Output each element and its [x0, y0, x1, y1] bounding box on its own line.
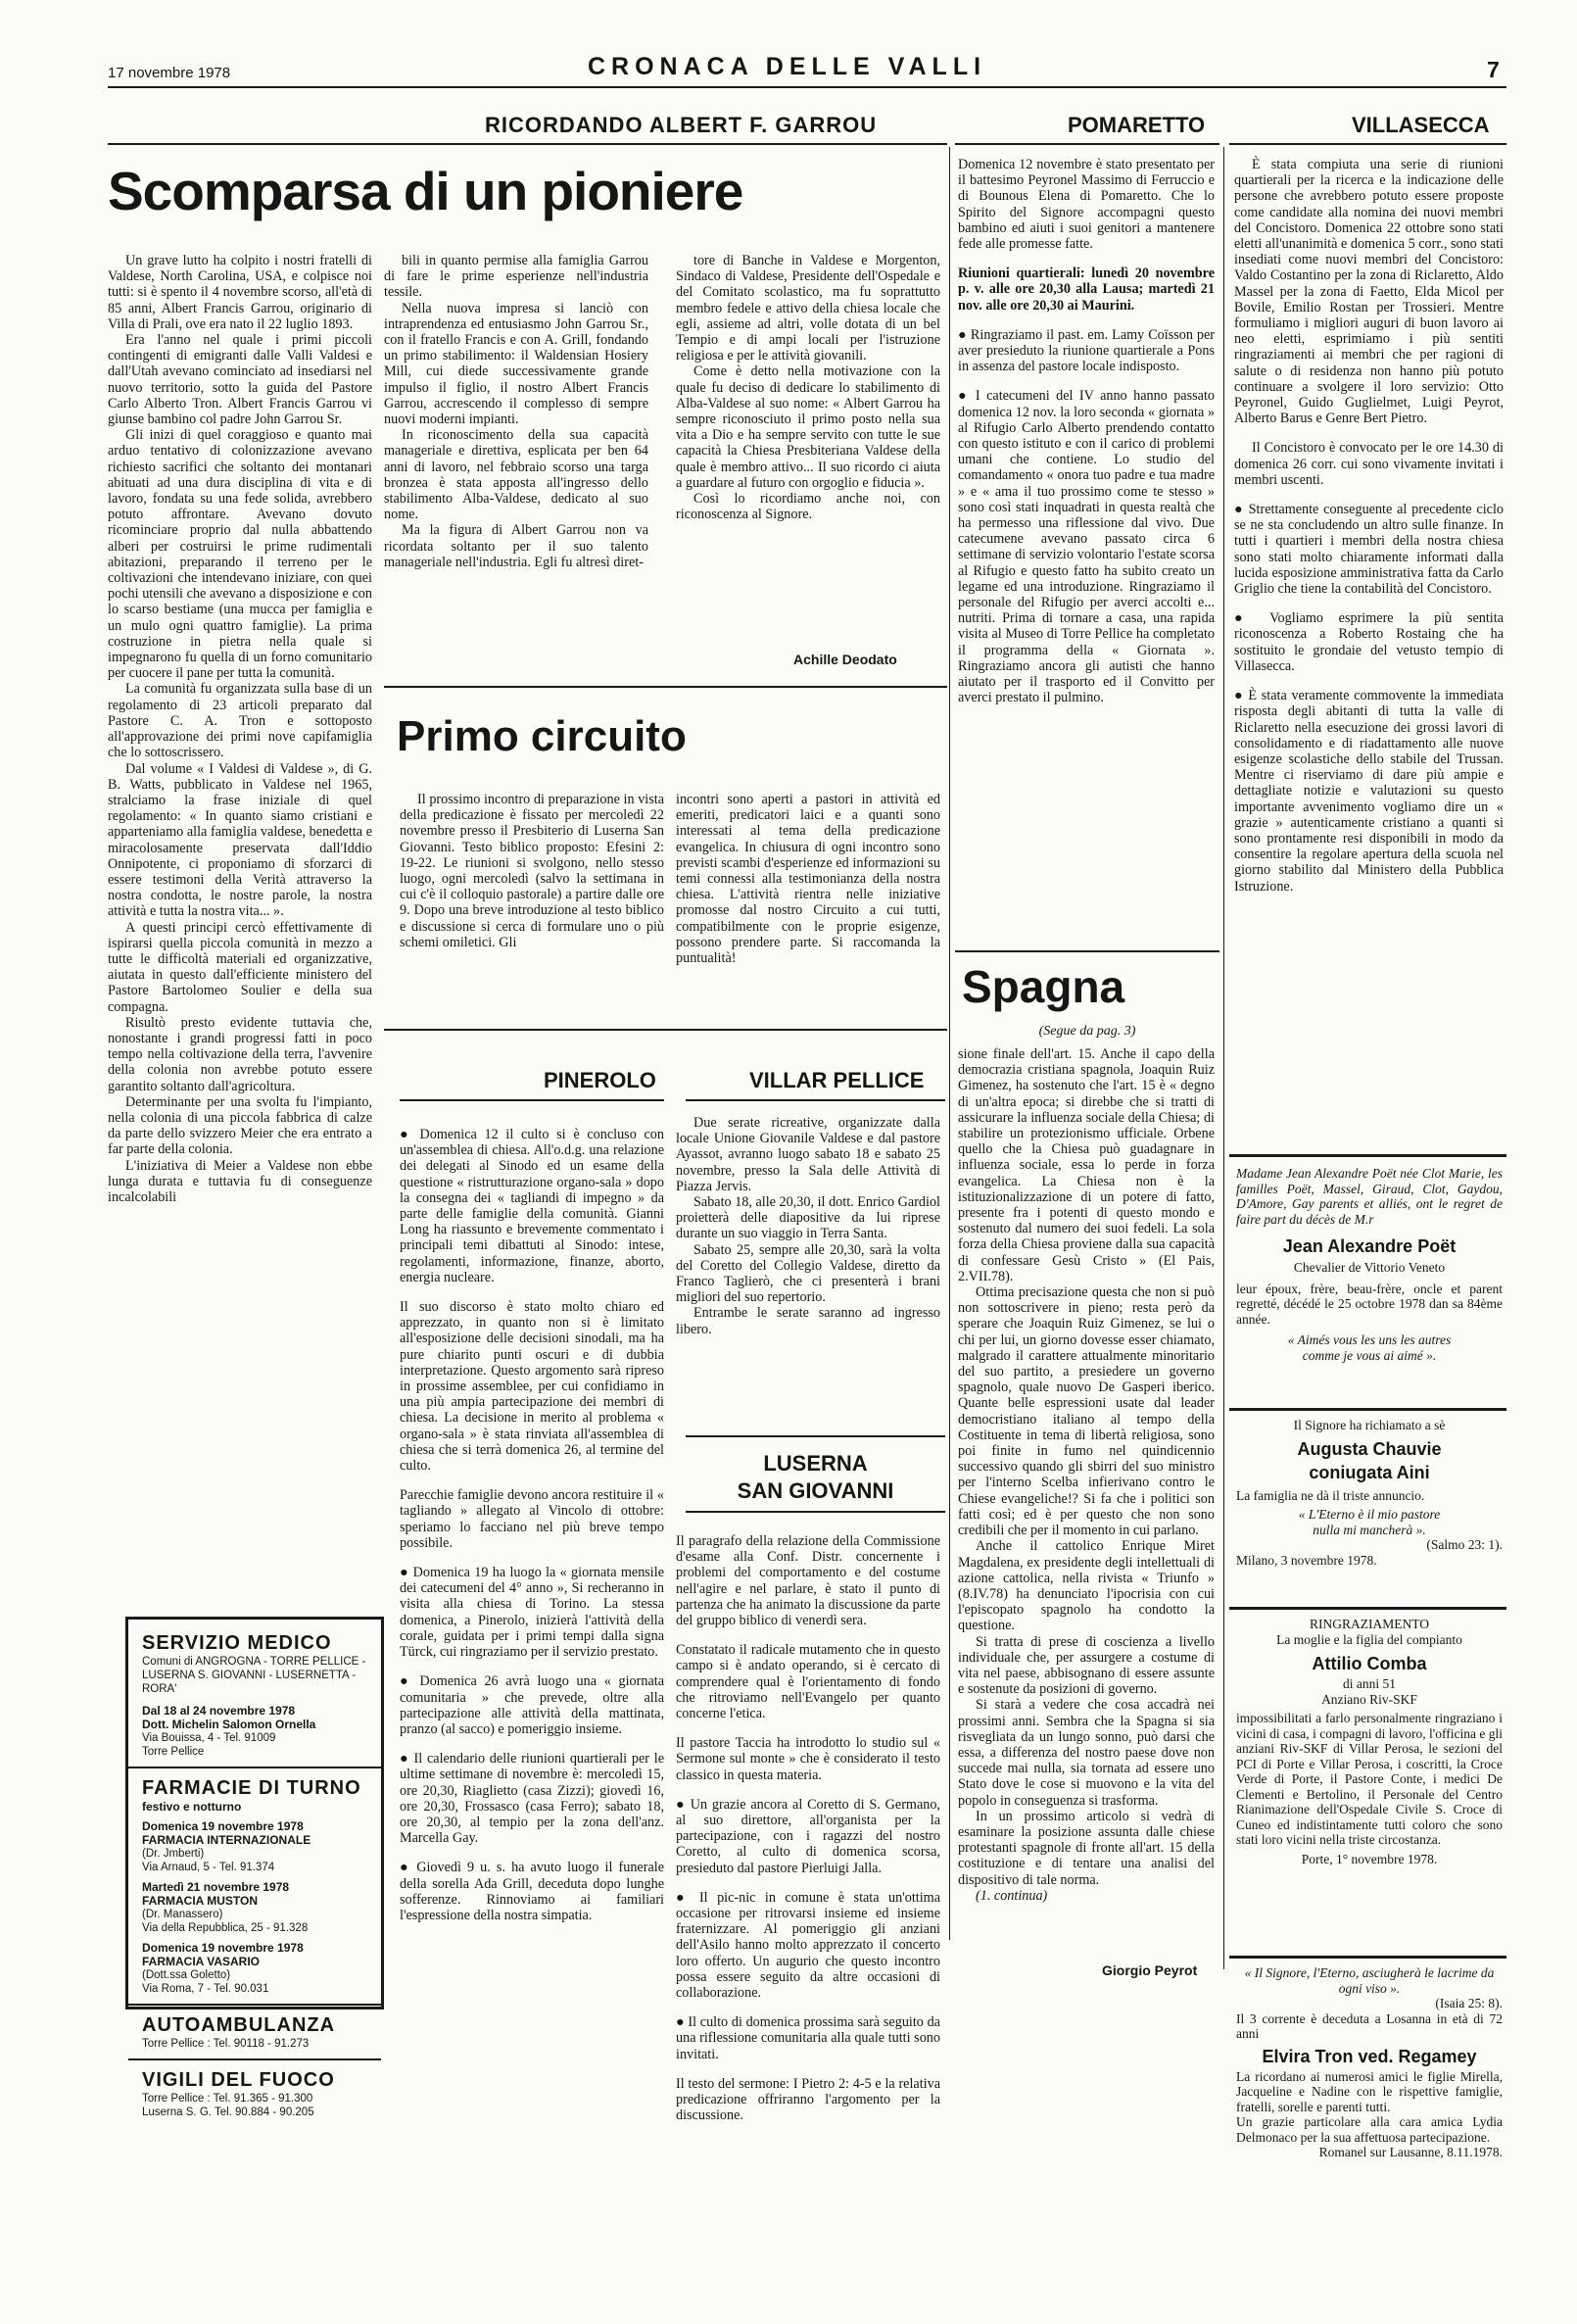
farmacie-sub: festivo e notturno	[142, 1800, 242, 1814]
farmacia-3-address: Via Roma, 7 - Tel. 90.031	[142, 1983, 269, 1995]
section-luserna: LUSERNA SAN GIOVANNI	[737, 1451, 894, 1503]
spagna-body: sione finale dell'art. 15. Anche il capo della democrazia cristiana spagnola, Joaquin Ruiz Gimenez, ha sostenuto che l'art. 15 è « degno di un'altra epoca; si direbbe che si tratti di assicurare la influenza sociale della Chiesa; di stabilire un protezionismo ufficiale. Orbene quello che la Chiesa può guadagnare in influenza sociale, essa lo perde in forza evangelica. La Chiesa non è la istituzionalizzazione di un potere di fatto, presente fra i potenti di questo mondo e sostenuto dal numero dei suoi fedeli. La sola forza della Chiesa proviene dalla sua capacità di confessare Gesù Cristo » (El Pais, 2.VII.78). Ottima precisazione questa che non si può non sottoscrivere in pieno; resta però da sperare che Joaquin Ruiz Gimenez, se lui o chi per lui, un giorno dovesse esser chiamato, malgrado il carattere attualmente minoritario del suo partito, a presiedere un governo spagnolo, quale nuovo De Gasperi iberico. Quante belle espressioni usate dal leader democristiano italiano al tempo della Costituente in tema di libertà religiosa, sono poi finite in fumo nel quindicennio successivo quando gli sbirri del suo ministro per l'interno Scelba infierivano contro le Chiese evangeliche!? Si fa che i politici son fatti così; ed è per questo che non sono credibili che per il momento in cui parlano. Anche il cattolico Enrique Miret Magdalena, ex presidente degli intellettuali di azione cattolica, nella rivista « Triunfo » (8.IV.78) ha denunciato l'ipocrisia con cui l'episcopato spagnolo ha condotto la questione. Si tratta di prese di coscienza a livello individuale che, per assurgere a costume di vita nel paese, abbisognano di essere assunte e sostenute da posizioni di governo. Si starà a vedere che cosa accadrà nei prossimi anni. Sembra che la Spagna si sia risvegliata da un lungo sonno, può darsi che essa, a differenza del nostro paese dove non succede mai nulla, sia tornata ad essere uno Stato dove le cose si muovono e la vita del popolo in conseguenza si trasforma. In un prossimo articolo si vedrà di esaminare la posizione assunta dalle chiese protestanti spagnole di fronte all'art. 15 della costituzione e di tentare una analisi del dispositivo di tale norma. (1. continua)	[958, 1046, 1215, 1904]
notice-poet: Madame Jean Alexandre Poët née Clot Marie, les familles Poët, Massel, Giraud, Clot, Gaydou, D'Amore, Gay parents et alliés, ont le regret de faire part du décès de M.r Jean Alexandre Poët Chevalier de Vittorio Veneto leur époux, frère, beau-frère, oncle et parent regretté, décédé le 25 octobre 1978 dan sa 84ème année. « Aimés vous les uns les autres comme je vous ai aimé ».	[1236, 1166, 1503, 1363]
medico-dates: Dal 18 al 24 novembre 1978	[142, 1704, 296, 1718]
ambulanza-title: AUTOAMBULANZA	[142, 2014, 336, 2036]
section-pinerolo: PINEROLO	[544, 1068, 656, 1092]
farmacia-2-date: Martedì 21 novembre 1978	[142, 1880, 290, 1894]
issue-date: 17 novembre 1978	[108, 65, 231, 81]
circuito-col2: incontri sono aperti a pastori in attività ed emeriti, predicatori laici e a quanti sono interessati al tema della predicazione evangelica. In chiusura di ogni incontro sono previsti scambi d'esperienze ed informazioni su temi connessi alla testimonianza della nostra chiesa. L'attività rientra nelle iniziative promosse dal nostro Circuito a cui tutti, compatibilmente con le proprie esigenze, possono prendere parte. Si raccomanda la puntualità!	[676, 792, 940, 967]
article-title-spagna: Spagna	[962, 961, 1125, 1012]
farmacia-3-date: Domenica 19 novembre 1978	[142, 1941, 304, 1955]
services-box	[125, 1617, 384, 2118]
notice-poet-name: Jean Alexandre Poët	[1282, 1236, 1457, 1256]
farmacia-3-name: FARMACIA VASARIO	[142, 1955, 260, 1968]
luserna-body: Il paragrafo della relazione della Commissione d'esame alla Conf. Distr. concernente i problemi del comportamento e del costume nell'agire e nel parlare, è stato il punto di partenza che ha animato la discussione da parte del gruppo biblico di venerdì sera. Constatato il radicale mutamento che in questo campo si è andato operando, si è cercato di comprendere qual è l'orientamento di fondo che ritroviamo nell'Evangelo per quanto concerne l'etica. Il pastore Taccia ha introdotto lo studio sul « Sermone sul monte » che è considerato il testo classico in questa materia. ● Un grazie ancora al Coretto di S. Germano, al suo direttore, all'organista per la partecipazione, con i ragazzi del nostro Coretto, al culto di domenica scorsa, presieduto dal pastore Pierluigi Jalla. ● Il pic-nic in comune è stata un'ottima occasione per ritrovarsi insieme ed insieme fraternizzare. Al pomeriggio gli anziani dell'Asilo hanno molto apprezzato il concerto loro offerto. Un augurio che questo incontro possa essere seguito da altre occasioni di collaborazione. ● Il culto di domenica prossima sarà seguito da una riflessione comunitaria alla quale tutti sono invitati. Il testo del sermone: I Pietro 2: 4-5 e la relativa predicazione offriranno l'argomento per la discussione.	[676, 1533, 941, 2124]
farmacia-1-address: Via Arnaud, 5 - Tel. 91.374	[142, 1862, 275, 1873]
article-title-circuito: Primo circuito	[397, 712, 687, 760]
farmacia-1-date: Domenica 19 novembre 1978	[142, 1819, 304, 1833]
signature-peyrot: Giorgio Peyrot	[1102, 1962, 1198, 1978]
vigili-phone-2: Luserna S. G. Tel. 90.884 - 90.205	[142, 2106, 314, 2118]
article-title-pioniere: Scomparsa di un pioniere	[108, 161, 743, 221]
vigili-phone-1: Torre Pellice : Tel. 91.365 - 91.300	[142, 2093, 313, 2105]
medico-doctor: Dott. Michelin Salomon Ornella	[142, 1718, 316, 1731]
pomaretto-body: Domenica 12 novembre è stato presentato per il battesimo Peyronel Massimo di Ferruccio e di Bounous Elena di Pomaretto. Che lo Spirito del Signore accompagni questo bambino ed aiuti i suoi genitori a mantenere fede alle promesse fatte. Riunioni quartierali: lunedì 20 novembre p. v. alle ore 20,30 alla Lausa; martedì 21 nov. alle ore 20,30 ai Maurini. ● Ringraziamo il past. em. Lamy Coïsson per aver presieduto la riunione quartierale a Pons in assenza del pastore locale indisposto. ● I catecumeni del IV anno hanno passato domenica 12 nov. la loro seconda « giornata » al Rifugio Carlo Alberto prendendo contatto con questo istituto e con il carico di problemi umani che contiene. Lo studio del comandamento « onora tuo padre e tua madre » e « ama il tuo prossimo come te stesso » sono così stati inquadrati in questa realtà che ha permesso una riflessione dal vivo. Due catecumene avevano passato circa 6 settimane di servizio volontario l'estate scorsa al Rifugio e questo fatto ha subito creato un legame ed una introduzione. Ringraziamo il personale del Rifugio per averci accolti e... nutriti. Prima di tornare a casa, una rapida visita al Museo di Torre Pellice ha completato il programma della « Giornata ». Ringraziamo ancora gli autisti che hanno aiutato per il trasporto ed il Convitto per averci prestato il pulmino.	[958, 157, 1215, 706]
ambulanza-phone: Torre Pellice : Tel. 90118 - 91.273	[142, 2038, 310, 2050]
signature-deodato: Achille Deodato	[793, 652, 897, 667]
medico-town: Torre Pellice	[142, 1746, 205, 1758]
medico-area: Comuni di ANGROGNA - TORRE PELLICE - LUSERNA S. GIOVANNI - LUSERNETTA - RORA'	[142, 1656, 366, 1695]
farmacia-2-name: FARMACIA MUSTON	[142, 1894, 258, 1908]
medico-address: Via Bouissa, 4 - Tel. 91009	[142, 1732, 276, 1744]
villasecca-body: È stata compiuta una serie di riunioni quartierali per la ricerca e la indicazione delle persone che avrebbero potuto essere proposte come candidate alla nomina dei nuovi membri del Concistoro. Domenica 22 ottobre sono stati eletti all'unanimità e domenica 5 corr., sono stati insediati come nuovi membri del Concistoro: Valdo Costantino per la zona di Riclaretto, Aldo Massel per la zona di Faetto, Elda Micol per Bovile, Emilio Rostan per Trossieri. Mentre formuliamo i migliori auguri di buon lavoro ai neo eletti, esprimiamo i più sentiti ringraziamenti ai membri che per ragioni di salute o di residenza non hanno più potuto continuare a svolgere il loro servizio: Otto Peyronel, Guido Guglielmet, Luigi Peyrot, Alberto Barus e Genre Bert Pietro. Il Concistoro è convocato per le ore 14.30 di domenica 26 corr. cui sono vivamente invitati i membri uscenti. ● Strettamente conseguente al precedente ciclo se ne sta concludendo un altro sulle finanze. In tutti i quartieri i membri della nostra chiesa sono stati molto chiaramente informati dalla lucida esposizione amministrativa fatta da Carlo Griglio che tiene la contabilità del Concistoro. ● Vogliamo esprimere la più sentita riconoscenza a Roberto Rostaing che ha sostituito le grondaie del vetusto tempio di Villasecca. ● È stata veramente commovente la immediata risposta degli abitanti di tutta la valle di Riclaretto nella esecuzione dei grossi lavori di consolidamento e di riadattamento alle nuove esigenze scolastiche dello stabile del Trussan. Mentre ci riserviamo di dare più ampie e dettagliate notizie e valutazioni su questo importante avvenimento vogliamo dire un « grazie » autenticamente cristiano a quanti si sono prontamente resi disponibili in modo da consentire la regolare apertura della scuola nel giorno stabilito dal Ministero della Pubblica Istruzione.	[1234, 157, 1504, 895]
newspaper-section-title: CRONACA DELLE VALLI	[588, 53, 987, 80]
pinerolo-body: ● Domenica 12 il culto si è concluso con un'assemblea di chiesa. All'o.d.g. una relazione dei delegati al Sinodo ed un esame della questione « ristrutturazione organo-sala » dopo la consegna dei « tagliandi di impegno » da parte delle famiglie della comunità. Gianni Long ha riassunto e brevemente commentato i principali temi dibattuti al Sinodo: intese, regolamenti, informazione, finanze, aborto, energia nucleare. Il suo discorso è stato molto chiaro ed apprezzato, in quanto non si è limitato all'esposizione delle decisioni sinodali, ma ha pure chiarito punti oscuri e di dubbia interpretazione. Questo argomento sarà ripreso in prossime assemblee, per cui confidiamo in una più ampia partecipazione dei membri di chiesa. La decisione in merito al problema « organo-sala » è stata rinviata all'assemblea di chiesa che si terrà domenica 26, al termine del culto. Parecchie famiglie devono ancora restituire il « tagliando » allegato al Vincolo di ottobre: speriamo lo facciano nel più breve tempo possibile. ● Domenica 19 ha luogo la « giornata mensile dei catecumeni del 4° anno », Si recheranno in visita alla chiesa di Torino. La stessa domenica, a Pinerolo, inizierà l'attività della corale, guidata per i primi tempi dalla signa Türck, cui ringraziamo per il servizio prestato. ● Domenica 26 avrà luogo una « giornata comunitaria » che prevede, oltre alla partecipazione alle attività della mattinata, pranzo (al sacco) e pomeriggio insieme. ● Il calendario delle riunioni quartierali per le ultime settimane di novembre è: mercoledì 15, ore 20,30, Riaglietto (casa Zizzi); giovedì 16, ore 20,30, Frossasco (casa Ferro); sabato 18, ore 20,30, al tempio per la zona dell'anz. Marcella Gay. ● Giovedì 9 u. s. ha avuto luogo il funerale della sorella Ada Grill, deceduta dopo lunghe sofferenze. Rinnoviamo ai familiari l'espressione della nostra simpatia.	[400, 1127, 664, 1923]
farmacia-1-doctor: (Dr. Jmberti)	[142, 1848, 205, 1860]
villar-body: Due serate ricreative, organizzate dalla locale Unione Giovanile Valdese e dal pastore Ayassot, avranno luogo sabato 18 e sabato 25 novembre, presso la Sala delle Attività di Piazza Jervis. Sabato 18, alle 20,30, il dott. Enrico Gardiol proietterà delle diapositive da lui riprese durante un suo viaggio in Terra Santa. Sabato 25, sempre alle 20,30, sarà la volta del Coretto del Collegio Valdese, diretto da Franco Taglierò, che ci presenterà i brani migliori del suo repertorio. Entrambe le serate saranno ad ingresso libero.	[676, 1115, 940, 1337]
notice-tron: « Il Signore, l'Eterno, asciugherà le lacrime da ogni viso ». (Isaia 25: 8). Il 3 corrente è deceduta a Losanna in età di 72 anni Elvira Tron ved. Regamey La ricordano ai numerosi amici le figlie Mirella, Jacqueline e Nadine con le rispettive famiglie, fratelli, sorelle e parenti tutti. Un grazie particolare alla cara amica Lydia Delmonaco per la sua affettuosa partecipazione. Romanel sur Lausanne, 8.11.1978.	[1236, 1965, 1503, 2159]
farmacia-2-address: Via della Repubblica, 25 - 91.328	[142, 1922, 309, 1934]
farmacia-2-doctor: (Dr. Manassero)	[142, 1909, 223, 1920]
pioniere-col2: bili in quanto permise alla famiglia Garrou di fare le prime esperienze nell'industria tessile. Nella nuova impresa si lanciò con intraprendenza ed entusiasmo John Garrou Sr., con il fratello Francis e con A. Grill, fondando un primo stabilimento: il Waldensian Hosiery Mill, cui diede successivamente grande impulso il figlio, il nostro Albert Francis Garrou, accrescendo il complesso di sempre nuovi moderni impianti. In riconoscimento della sua capacità manageriale e direttiva, esplicata per ben 64 anni di lavoro, nel febbraio scorso una targa bronzea è stata apposta all'ingresso dello stabilimento Alba-Valdese, dedicato al suo nome. Ma la figura di Albert Garrou non va ricordata soltanto per il suo talento manageriale nell'industria. Egli fu altresì diret-	[384, 253, 648, 570]
vigili-title: VIGILI DEL FUOCO	[142, 2069, 335, 2091]
spagna-subtitle: (Segue da pag. 3)	[1038, 1024, 1136, 1039]
notice-comba: RINGRAZIAMENTO La moglie e la figlia del compianto Attilio Comba di anni 51 Anziano Riv-SKF impossibilitati a farlo personalmente ringraziano i vicini di casa, i compagni di lavoro, l'officina e gli anziani Riv-SKF di Villar Perosa, le sezioni del PCI di Porte e Villar Perosa, i coscritti, la Croce Verde di Porte, il Pastore Conte, i medici De Clementi e Bertolino, il Personale del Centro Rianimazione dell'Ospedale Civile S. Croce di Cuneo ed indistintamente tutti coloro che sono stati loro vicini nella triste circostanza. Porte, 1° novembre 1978.	[1236, 1617, 1503, 1866]
notice-chauvie: Il Signore ha richiamato a sè Augusta Chauvie coniugata Aini La famiglia ne dà il triste annuncio. « L'Eterno è il mio pastore nulla mi mancherà ». (Salmo 23: 1). Milano, 3 novembre 1978.	[1236, 1418, 1503, 1568]
pioniere-col3: tore di Banche in Valdese e Morgenton, Sindaco di Valdese, Presidente dell'Ospedale e del Comitato scolastico, ma fu soprattutto membro fedele e attivo della chiesa locale che egli, assieme ad altri, volle dotata di un bel Tempio e di ampi locali per l'istruzione religiosa e per le attività giovanili. Come è detto nella motivazione con la quale fu deciso di dedicare lo stabilimento di Alba-Valdese al suo nome: « Albert Garrou ha sempre riconosciuto il primo posto nella sua vita a Dio e ha sempre servito con tutte le sue capacità la Chiesa Presbiteriana Valdese della quale è membro attivo... Il suo ricordo ci aiuta a guardare al futuro con orgoglio e fiducia ». Così lo ricordiamo anche noi, con riconoscenza al Signore.	[676, 253, 940, 523]
pioniere-col1: Un grave lutto ha colpito i nostri fratelli di Valdese, North Carolina, USA, e colpisce noi tutti: si è spento il 4 novembre scorso, all'età di 85 anni, Albert Francis Garrou, originario di Villa di Prali, ove era nato il 22 luglio 1893. Era l'anno nel quale i primi piccoli contingenti di emigranti dalle Valli Valdesi e dall'Utah avevano cominciato ad insediarsi nel nuovo territorio, sotto la guida del Pastore Carlo Alberto Tron. Albert Francis Garrou vi giunse bambino col padre John Garrou Sr. Gli inizi di quel coraggioso e quanto mai arduo tentativo di colonizzazione avevano richiesto sacrifici che soltanto dei montanari abituati ad una dura disciplina di vita e di lavoro, fondata su una fede solida, avrebbero potuto affrontare. Avevano dovuto ricominciare proprio dal nulla abbattendo alberi per costruirsi le prime rudimentali abitazioni, preparando il terreno per le coltivazioni che intendevano iniziare, con quei pochi utensili che avevano a disposizione e con lo scarso bestiame (una mucca per famiglia e un mulo ogni quattro famiglie). La prima costruzione in pietra nella quale si impegnarono fu quella di un forno comunitario per cuocere il pane per tutta la comunità. La comunità fu organizzata sulla base di un regolamento di 23 articoli preparato dal Pastore C. A. Tron e sottoposto all'approvazione dei primi nove capifamiglia che lo sottoscrissero. Dal volume « I Valdesi di Valdese », di G. B. Watts, pubblicato in Valdese nel 1965, stralciamo la frase iniziale di quel regolamento: « In quanto siamo cristiani e apparteniamo alla famiglia valdese, benedetta e miracolosamente preservata dall'Iddio Onnipotente, ci proponiamo di sforzarci di essere testimoni della Verità attraverso la nostra condotta, le nostre parole, la nostra attività e tutta la nostra vita... ». A questi principi cercò effettivamente di ispirarsi quella piccola comunità in mezzo a tutte le difficoltà materiali ed organizzative, aiutata in questo dall'efficiente ministero del Pastore Bartolomeo Soulier e della sua compagna. Risultò presto evidente tuttavia che, nonostante i grandi progressi fatti in poco tempo nella coltivazione della terra, l'avvenire della colonia non avrebbe potuto essere garantito soltanto dall'agricoltura. Determinante per una svolta fu l'impianto, nella colonia di una piccola fabbrica di calze da parte dello svizzero Meier che era entrato a far parte della colonia. L'iniziativa di Meier a Valdese non ebbe lunga durata e tuttavia fu di conseguenze incalcolabili	[108, 253, 372, 1205]
section-villasecca: VILLASECCA	[1352, 113, 1490, 137]
section-garrou: RICORDANDO ALBERT F. GARROU	[485, 113, 878, 137]
page-number: 7	[1487, 57, 1500, 82]
servizio-medico-title: SERVIZIO MEDICO	[142, 1632, 332, 1654]
section-villar: VILLAR PELLICE	[749, 1068, 925, 1092]
section-pomaretto: POMARETTO	[1068, 113, 1206, 137]
circuito-col1: Il prossimo incontro di preparazione in vista della predicazione è fissato per mercoledì 22 novembre presso il Presbiterio di Luserna San Giovanni. Testo biblico proposto: Efesini 2: 19-22. Le riunioni si svolgono, nello stesso luogo, ogni mercoledì (salvo la settimana in cui c'è il colloquio pastorale) a partire dalle ore 9. Dopo una breve introduzione al testo biblico e discussione si cerca di formulare uno o più schemi omiletici. Gli	[400, 792, 664, 950]
farmacia-1-name: FARMACIA INTERNAZIONALE	[142, 1833, 311, 1847]
farmacie-title: FARMACIE DI TURNO	[142, 1777, 361, 1799]
farmacia-3-doctor: (Dott.ssa Goletto)	[142, 1969, 231, 1981]
